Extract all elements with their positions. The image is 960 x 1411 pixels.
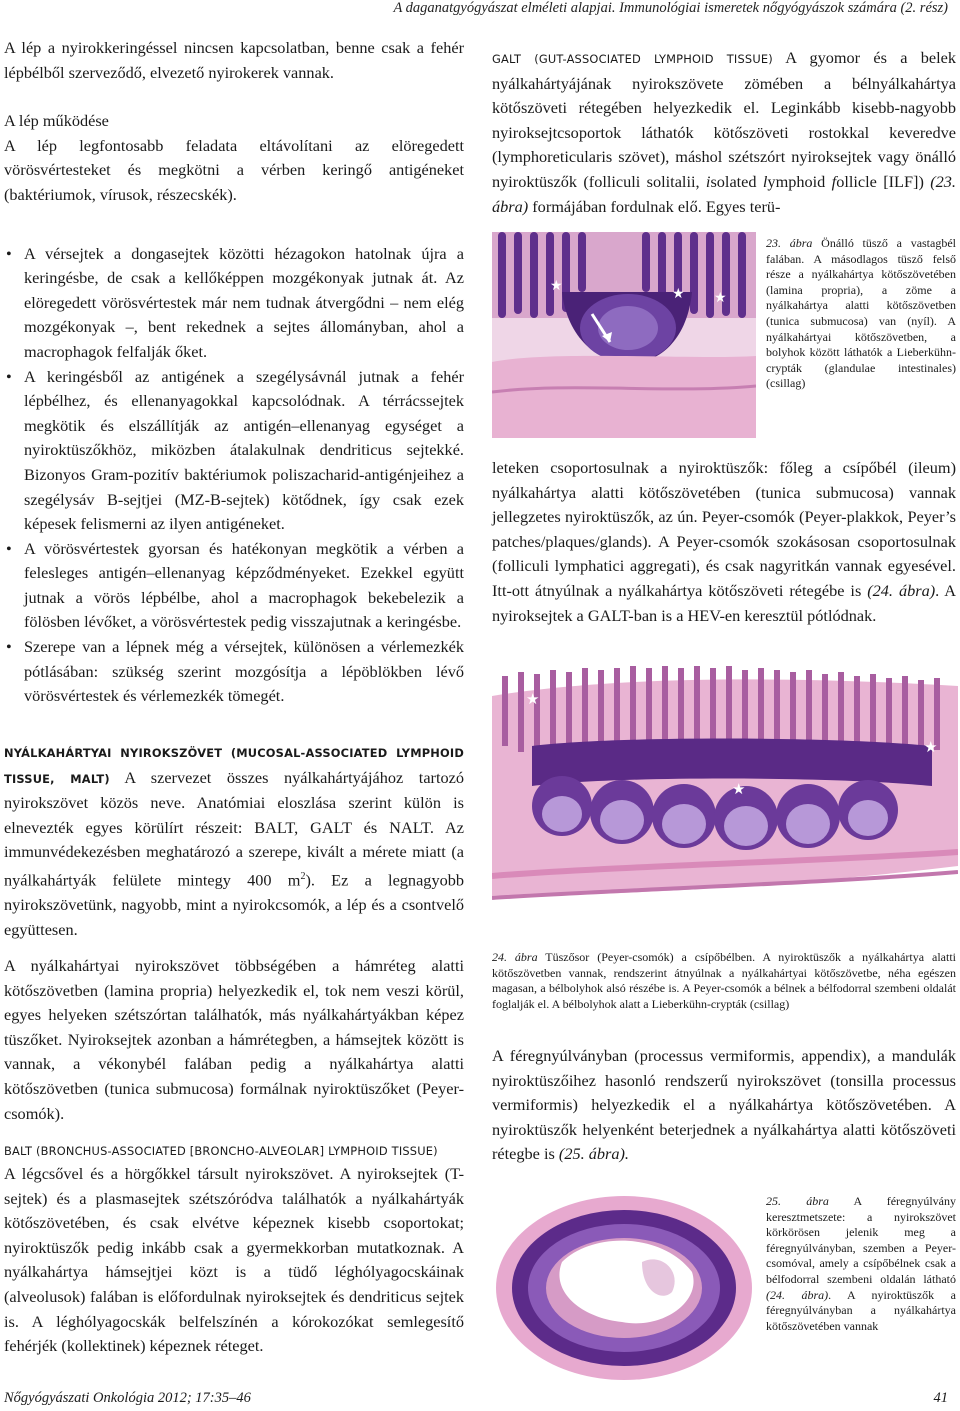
appendix-cross-section-micrograph	[492, 1192, 756, 1384]
journal-footer: Nőgyógyászati Onkológia 2012; 17:35–46	[4, 1390, 251, 1406]
svg-text:★: ★	[526, 690, 540, 708]
bullet-list	[4, 242, 464, 709]
appendix-section	[492, 1044, 956, 1167]
bullet-item: • A keringésből az antigének a szegélysávnál jutnak a fehér lépbélhez, és ellenanyagokkal kapcsolódnak. A térrácssejtek megkötik és elszállítják az antigén–ellenanyag egységet a nyiroktüszőkhöz, miközben átalakulnak dendriticus sejtekké. Bizonyos Gram-pozitív baktériumok poliszacharid-antigénjeihez a szegélysáv B-sejtjei (MZ-B-sejtek) kötődnek, így csak ezek képesek felismerni az ilyen antigéneket.	[4, 365, 464, 537]
section-title-lep-mukodese: A lép működése	[4, 111, 109, 131]
balt-paragraph: A légcsővel és a hörgőkkel társult nyirokszövet. A nyiroksejtek (T-sejtek) és a plasmasejtek szétszóródva találhatók a nyálkahártyák kötőszövetében, és csak elvétve képeznek kisebb csoportokat; nyiroktüszők pedig inkább csak a gyermekkorban mutatkoznak. A nyálkahártya hámsejtjei közt is a tüdő léghólyagocskáinak (alveolusok) falában is előfordulnak nyiroksejtek és dendriticus sejtek is. A léghólyagocskák belfelszínén a kórokozókat semlegesítő fehérjék (kollektinek) képeznek réteget.	[4, 1164, 464, 1356]
colon-follicle-micrograph	[492, 232, 756, 438]
mucosal-section	[4, 954, 464, 1126]
galt-heading: GALT (GUT-ASSOCIATED LYMPHOID TISSUE)	[492, 52, 773, 66]
figure-23-image	[492, 232, 756, 438]
malt-heading: NYÁLKAHÁRTYAI NYIROKSZÖVET (MUCOSAL-ASSOCIATED LYMPHOID TISSUE, MALT)	[4, 746, 464, 786]
figure-24-caption: 24. ábra Tüszősor (Peyer-csomók) a csípőbélben. A nyiroktüszők a nyálkahártya alatti kötőszövetben vannak, rendszerint átnyúlnak a nyálkahártyai kötőszövetbe, néha egészen magasan, a bélbolyhok alsó részébe is. A Peyer-csomók a bélnek a bélfodorral szembeni oldalát foglalják el. A bélbolyhok alatt a Lieberkühn-crypták (csillag)	[492, 950, 956, 1011]
paragraph-mucosal: A nyálkahártyai nyirokszövet többségében a hámréteg alatti kötőszövetben (lamina propria) helyezkedik el, tok nem veszi körül, egyes helyeken szétszórtan találhatók, más nyálkahártyákban képez tüszőket. Nyiroksejtek azonban a hámrétegben, a hámsejtek között is vannak, a vékonybél falában pedig a nyálkahártya alatti kötőszövetben (tunica submucosa) formálnak nyiroktüszőket (Peyer-csomók).	[4, 956, 464, 1123]
svg-text:★: ★	[672, 286, 685, 302]
figure-24-image	[492, 666, 958, 930]
galt-paragraph: GALT (GUT-ASSOCIATED LYMPHOID TISSUE) A gyomor és a belek nyálkahártyájának nyirokszövete zömében a bélnyálkahártya kötőszöveti rétegében helyezkedik el. Leginkább kisebb-nagyobb nyiroksejtcsoportok láthatók kötőszöveti rostokkal keveredve (lymphoreticularis szövet), máshol szétszórt nyiroksejtek vagy önálló nyiroktüszők (folliculi solitalii, isolated lymphoid follicle [ILF]) (23. ábra) formájában fordulnak elő. Egyes terü-	[492, 48, 957, 216]
peyer-section	[492, 456, 956, 628]
balt-section	[4, 1140, 464, 1359]
left-column	[4, 36, 464, 709]
peyer-patch-micrograph	[492, 666, 958, 930]
running-head: A daganatgyógyászat elméleti alapjai. Immunológiai ismeretek nőgyógyászok számára (2. rész)	[393, 0, 948, 16]
bullet-item: • Szerepe van a lépnek még a vérsejtek, különösen a vérlemezkék pótlásában: szükség szerint mozgósítja a lépöblökben lévő vörösvértestek és vérlemezkék tömegét.	[4, 635, 464, 709]
svg-text:★: ★	[732, 780, 746, 798]
svg-text:★: ★	[550, 278, 563, 294]
svg-text:★: ★	[924, 738, 938, 756]
peyer-paragraph: leteken csoportosulnak a nyiroktüszők: főleg a csípőbél (ileum) nyálkahártya alatti kötőszövetében (tunica submucosa) vannak jellegzetes nyiroktüszők, az ún. Peyer-csomók (Peyer-plakkok, Peyer’s patches/plaques/glands). A Peyer-csomók szokásosan csoportosulnak (folliculi lymphatici aggregati), és csak nagyritkán vannak egyesével. Itt-ott átnyúlnak a nyálkahártya kötőszöveti rétegébe is (24. ábra). A nyiroksejtek a GALT-ban is a HEV-en keresztül pótlódnak.	[492, 458, 957, 625]
malt-paragraph: NYÁLKAHÁRTYAI NYIROKSZÖVET (MUCOSAL-ASSOCIATED LYMPHOID TISSUE, MALT) A szervezet összes nyálkahártyájához tartozó nyirokszövet közös neve. Anatómiai eloszlása szerint külön is elnevezték egyes körülírt részeit: BALT, GALT és NALT. Az immunvédekezésben meghatározó a szerepe, kivált a mérete miatt (a nyálkahártyák felülete mintegy 400 $m^2$). Ez a legnagyobb nyirokszövetünk, nagyobb, mint a nyirokcsomók, a lép és a csontvelő együttesen.	[4, 746, 465, 939]
appendix-paragraph: A féregnyúlványban (processus vermiformis, appendix), a mandulák nyiroktüszőihez hasonló rendszerű nyirokszövet (tonsilla processus vermiformis) helyezkedik el a nyálkahártya kötőszövetében. A nyiroktüszők helyenként beterjednek a nyálkahártya alatti kötőszöveti rétegbe is (25. ábra).	[492, 1046, 956, 1164]
bullet-item: • A vérsejtek a dongasejtek közötti hézagokon hatolnak újra a keringésbe, de csak a kellőképpen mozgékonyak jutnak át. Az elöregedett vörösvértestek már nem tudnak átvergődni – nem elég mozgékonyak –, bent rekednek a sejtes állományban, ahol a macrophagok felfalják őket.	[4, 242, 464, 365]
bullet-item: • A vörösvértestek gyorsan és hatékonyan megkötik a vérben a felesleges antigén–ellenanyag képződményeket. Ezekkel együtt jutnak a vörös lépbélbe, ahol a macrophagok bekebelezik a fölösben lévőket, a vörösvértestek pedig visszajutnak a keringésbe.	[4, 537, 464, 635]
paragraph-lep-feladata: A lép legfontosabb feladata eltávolítani az elöregedett vörösvértesteket és megkötni a vérben keringő antigéneket (baktériumok, vírusok, részecskék).	[4, 135, 464, 204]
figure-25-image	[492, 1192, 756, 1384]
page-number: 41	[933, 1390, 948, 1406]
svg-text:★: ★	[714, 290, 727, 306]
figure-25-caption: 25. ábra A féregnyúlvány keresztmetszete: a nyirokszövet körkörösen jelenik meg a féregnyúlványban, szemben a Peyer-csomóval, amely a csípőbélnek csak a bélfodorral szembeni oldalán látható (24. ábra). A nyiroktüszők a féregnyúlványban a nyálkahártya kötőszövetében vannak	[766, 1194, 957, 1333]
balt-heading: BALT (BRONCHUS-ASSOCIATED [BRONCHO-ALVEOLAR] LYMPHOID TISSUE)	[4, 1144, 438, 1158]
figure-23-caption: 23. ábra Önálló tüsző a vastagbél falában. A másodlagos tüsző felső része a nyálkahártya kötőszövetében (lamina propria), a zöme a nyálkahártya alatti kötőszövetben (tunica submucosa) van (nyíl). A nyálkahártyai kötőszövetben, a bolyhok között láthatók a Lieberkühn-crypták (glandulae intestinales) (csillag)	[766, 236, 957, 391]
galt-section	[492, 46, 956, 219]
malt-section	[4, 740, 464, 942]
paragraph-lymph: A lép a nyirokkeringéssel nincsen kapcsolatban, benne csak a fehér lépbélből szerveződő, elvezető nyirokerek vannak.	[4, 38, 464, 82]
